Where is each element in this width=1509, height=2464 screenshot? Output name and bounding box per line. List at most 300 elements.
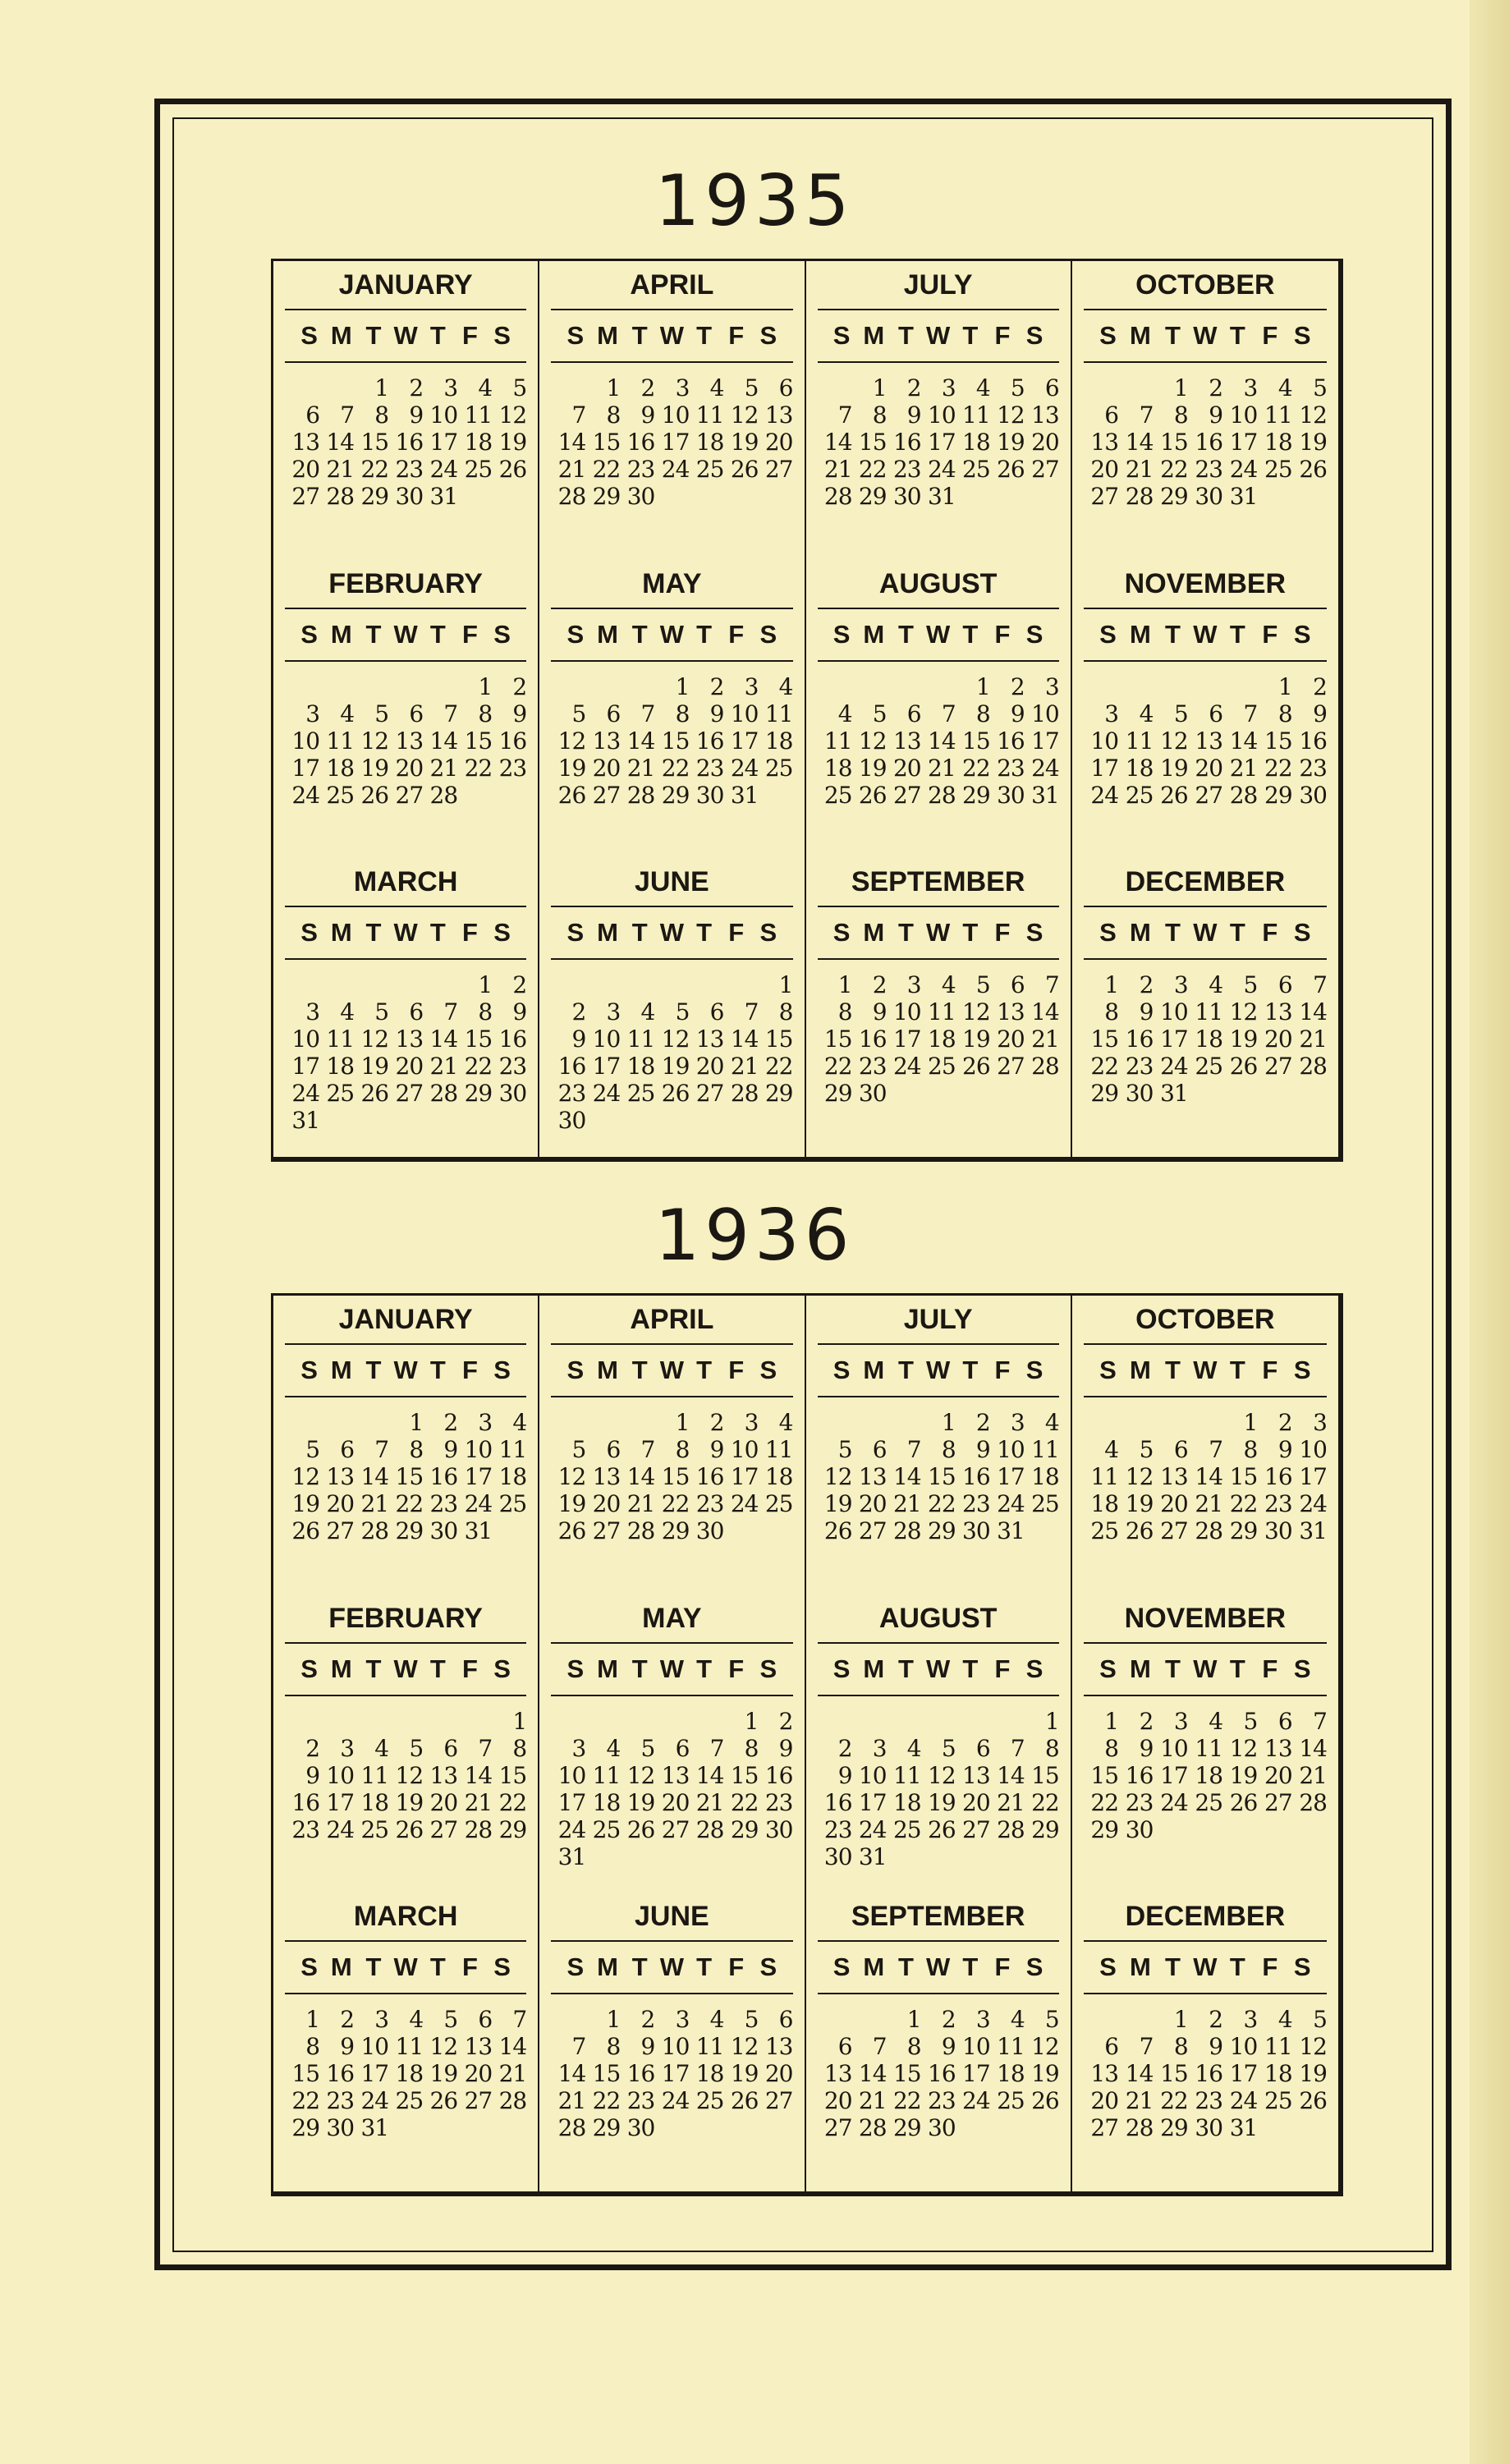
day-grid	[1080, 374, 1330, 510]
day-number: 12	[498, 401, 527, 429]
day-number: 28	[695, 1815, 724, 1843]
weekday-label: S	[1099, 619, 1117, 649]
day-number: 13	[764, 2033, 793, 2061]
day-number: 13	[962, 1761, 990, 1789]
day-number: 30	[1195, 483, 1223, 510]
day-grid	[814, 971, 1062, 1107]
day-number: 18	[695, 429, 724, 456]
day-number: 3	[906, 971, 921, 999]
weekday-label: M	[863, 321, 885, 350]
day-number: 27	[1264, 1053, 1292, 1081]
day-number: 28	[464, 1815, 493, 1843]
day-number: 20	[1031, 429, 1059, 456]
weekday-label: T	[631, 918, 648, 948]
weekday-label: T	[1229, 918, 1245, 948]
day-number: 3	[305, 998, 320, 1026]
day-number: 2	[941, 2006, 956, 2034]
day-number: 19	[1160, 754, 1188, 782]
day-number: 23	[1195, 2087, 1223, 2115]
day-number: 26	[1229, 1788, 1258, 1816]
day-number: 5	[1173, 700, 1188, 727]
day-number: 8	[778, 998, 793, 1026]
day-number: 17	[1229, 2060, 1258, 2088]
day-number: 9	[872, 998, 887, 1026]
day-number: 7	[1243, 700, 1258, 727]
day-number: 29	[1264, 781, 1292, 809]
month-name: MAY	[551, 560, 792, 609]
month-name: MAY	[551, 1594, 792, 1644]
weekday-label: W	[659, 1356, 684, 1384]
day-number: 22	[1031, 1788, 1059, 1816]
weekday-label: T	[429, 1654, 446, 1683]
day-number: 19	[962, 1026, 990, 1053]
day-number: 8	[512, 1734, 527, 1762]
day-number: 6	[872, 1436, 887, 1463]
day-number: 30	[695, 781, 724, 809]
day-number: 10	[962, 2033, 990, 2061]
day-number: 5	[872, 700, 887, 727]
day-number: 24	[592, 1080, 621, 1108]
day-number: 5	[512, 374, 527, 401]
day-number: 5	[975, 971, 990, 999]
day-number: 27	[858, 1517, 887, 1544]
day-number: 7	[1010, 1734, 1025, 1762]
day-number: 24	[997, 1490, 1025, 1517]
weekday-label: S	[759, 321, 777, 350]
day-number: 21	[1125, 456, 1154, 483]
day-number: 11	[626, 1026, 655, 1053]
weekday-label: T	[897, 1654, 914, 1683]
day-number: 16	[695, 1463, 724, 1490]
day-number: 11	[892, 1761, 921, 1789]
day-number: 4	[975, 374, 990, 401]
day-number: 23	[997, 754, 1025, 782]
day-number: 9	[409, 401, 424, 429]
day-number: 9	[1209, 401, 1223, 429]
weekday-label: W	[925, 321, 951, 350]
day-number: 18	[360, 1788, 389, 1816]
day-number: 14	[498, 2033, 527, 2061]
weekday-label: T	[1164, 918, 1181, 948]
month-name: OCTOBER	[1084, 1296, 1327, 1345]
month-name: OCTOBER	[1084, 261, 1327, 310]
day-number: 13	[1090, 2060, 1119, 2088]
day-number: 11	[395, 2033, 424, 2061]
weekday-label: F	[1262, 918, 1278, 948]
day-number: 8	[675, 1436, 690, 1463]
day-number: 22	[1264, 754, 1292, 782]
weekday-label: S	[493, 1952, 511, 1982]
weekday-label: W	[659, 1952, 684, 1982]
weekday-label: S	[759, 1356, 777, 1384]
weekday-header	[818, 609, 1059, 662]
day-number: 11	[1195, 998, 1223, 1026]
weekday-label: T	[897, 321, 914, 350]
day-number: 14	[730, 1026, 759, 1053]
day-number: 24	[1229, 456, 1258, 483]
weekday-label: T	[696, 1654, 713, 1683]
weekday-label: T	[897, 1356, 914, 1384]
day-number: 2	[1209, 374, 1223, 401]
day-number: 4	[837, 700, 852, 727]
day-number: 22	[464, 754, 493, 782]
day-number: 10	[429, 401, 458, 429]
day-number: 20	[464, 2060, 493, 2088]
day-grid	[814, 673, 1062, 809]
day-number: 11	[1264, 401, 1292, 429]
day-number: 29	[661, 781, 690, 809]
day-number: 7	[872, 2033, 887, 2061]
day-number: 30	[557, 1107, 586, 1135]
day-number: 23	[695, 754, 724, 782]
day-number: 27	[592, 1517, 621, 1544]
day-number: 12	[1160, 727, 1188, 755]
weekday-header	[1084, 1942, 1327, 1994]
day-number: 16	[858, 1026, 887, 1053]
day-number: 1	[1173, 2006, 1188, 2034]
weekday-label: M	[330, 321, 352, 350]
weekday-label: S	[1293, 918, 1311, 948]
day-number: 25	[326, 1080, 355, 1108]
day-number: 12	[1125, 1463, 1154, 1490]
day-number: 23	[858, 1053, 887, 1081]
day-number: 8	[478, 998, 493, 1026]
day-number: 22	[962, 754, 990, 782]
day-number: 20	[1090, 2087, 1119, 2115]
month-september-1935	[806, 858, 1072, 1157]
day-number: 9	[1209, 2033, 1223, 2061]
weekday-label: M	[1130, 1952, 1151, 1982]
day-number: 21	[823, 456, 852, 483]
day-grid	[282, 1708, 530, 1843]
day-number: 21	[464, 1788, 493, 1816]
weekday-header	[1084, 310, 1327, 363]
day-number: 15	[395, 1463, 424, 1490]
day-number: 15	[592, 429, 621, 456]
day-number: 16	[695, 727, 724, 755]
weekday-label: S	[1025, 1356, 1043, 1384]
weekday-label: M	[863, 1952, 885, 1982]
month-name: FEBRUARY	[285, 560, 526, 609]
weekday-label: T	[1229, 619, 1245, 649]
day-number: 10	[730, 700, 759, 727]
day-number: 6	[305, 401, 320, 429]
day-number: 26	[928, 1815, 956, 1843]
day-number: 22	[592, 2087, 621, 2115]
day-number: 17	[557, 1788, 586, 1816]
day-number: 12	[429, 2033, 458, 2061]
day-grid	[548, 2006, 796, 2141]
day-number: 29	[892, 2114, 921, 2142]
weekday-label: F	[728, 1952, 745, 1982]
day-number: 18	[764, 1463, 793, 1490]
day-number: 13	[395, 727, 424, 755]
day-number: 4	[709, 374, 724, 401]
day-number: 4	[709, 2006, 724, 2034]
day-number: 17	[1160, 1761, 1188, 1789]
day-number: 19	[858, 754, 887, 782]
day-number: 7	[1313, 1707, 1327, 1735]
weekday-header	[285, 907, 526, 960]
day-number: 24	[1031, 754, 1059, 782]
day-number: 15	[1229, 1463, 1258, 1490]
day-number: 9	[640, 2033, 655, 2061]
day-number: 14	[557, 429, 586, 456]
day-number: 6	[975, 1734, 990, 1762]
day-number: 12	[730, 401, 759, 429]
weekday-label: T	[1164, 1654, 1181, 1683]
day-number: 11	[360, 1761, 389, 1789]
day-number: 2	[778, 1707, 793, 1735]
day-number: 26	[1299, 2087, 1327, 2115]
day-number: 15	[858, 429, 887, 456]
day-number: 26	[395, 1815, 424, 1843]
day-number: 5	[1243, 971, 1258, 999]
day-number: 1	[1104, 971, 1119, 999]
day-number: 11	[1031, 1436, 1059, 1463]
weekday-label: T	[1229, 1654, 1245, 1683]
day-number: 17	[858, 1788, 887, 1816]
weekday-label: T	[962, 321, 979, 350]
day-number: 23	[1125, 1788, 1154, 1816]
day-number: 17	[892, 1026, 921, 1053]
day-number: 31	[1031, 781, 1059, 809]
day-number: 7	[1044, 971, 1059, 999]
weekday-header	[551, 907, 792, 960]
day-number: 25	[464, 456, 493, 483]
day-number: 4	[941, 971, 956, 999]
day-number: 16	[626, 2060, 655, 2088]
weekday-label: T	[696, 1356, 713, 1384]
day-number: 25	[928, 1053, 956, 1081]
day-number: 19	[360, 1053, 389, 1081]
day-number: 9	[443, 1436, 458, 1463]
weekday-label: M	[1130, 321, 1151, 350]
day-number: 24	[557, 1815, 586, 1843]
weekday-header	[551, 609, 792, 662]
day-number: 12	[291, 1463, 320, 1490]
day-number: 5	[1139, 1436, 1154, 1463]
day-number: 28	[892, 1517, 921, 1544]
day-number: 1	[975, 672, 990, 700]
day-number: 20	[962, 1788, 990, 1816]
day-number: 12	[997, 401, 1025, 429]
day-number: 11	[695, 2033, 724, 2061]
day-number: 16	[1125, 1761, 1154, 1789]
day-number: 17	[291, 1053, 320, 1081]
day-number: 1	[606, 2006, 621, 2034]
weekday-header	[818, 310, 1059, 363]
day-number: 29	[1229, 1517, 1258, 1544]
day-number: 27	[395, 1080, 424, 1108]
day-number: 19	[626, 1788, 655, 1816]
day-number: 17	[661, 429, 690, 456]
weekday-label: S	[832, 918, 851, 948]
day-number: 17	[592, 1053, 621, 1081]
day-number: 15	[1160, 429, 1188, 456]
day-number: 3	[1104, 700, 1119, 727]
day-number: 25	[592, 1815, 621, 1843]
weekday-header	[1084, 1345, 1327, 1397]
day-number: 3	[374, 2006, 389, 2034]
day-number: 14	[1125, 429, 1154, 456]
day-number: 27	[291, 483, 320, 510]
weekday-label: M	[863, 619, 885, 649]
weekday-label: F	[462, 321, 478, 350]
day-number: 23	[429, 1490, 458, 1517]
day-number: 9	[1139, 998, 1154, 1026]
month-may-1935	[539, 560, 805, 859]
day-number: 30	[962, 1517, 990, 1544]
day-number: 17	[661, 2060, 690, 2088]
weekday-label: W	[659, 1654, 684, 1683]
day-number: 4	[1277, 2006, 1292, 2034]
day-number: 12	[360, 1026, 389, 1053]
day-number: 19	[557, 754, 586, 782]
day-number: 15	[962, 727, 990, 755]
day-number: 10	[1160, 998, 1188, 1026]
day-number: 10	[326, 1761, 355, 1789]
day-number: 2	[443, 1409, 458, 1436]
day-number: 16	[823, 1788, 852, 1816]
day-number: 28	[928, 781, 956, 809]
day-number: 31	[997, 1517, 1025, 1544]
weekday-label: M	[597, 619, 618, 649]
day-number: 4	[1209, 971, 1223, 999]
day-number: 23	[557, 1080, 586, 1108]
day-number: 16	[1195, 2060, 1223, 2088]
day-number: 18	[498, 1463, 527, 1490]
weekday-header	[285, 1942, 526, 1994]
weekday-label: F	[462, 1654, 478, 1683]
day-number: 25	[326, 781, 355, 809]
day-number: 9	[512, 998, 527, 1026]
weekday-label: S	[300, 321, 318, 350]
day-number: 5	[374, 998, 389, 1026]
weekday-label: S	[300, 619, 318, 649]
day-number: 16	[1299, 727, 1327, 755]
day-number: 21	[1125, 2087, 1154, 2115]
month-name: NOVEMBER	[1084, 560, 1327, 609]
day-number: 1	[1277, 672, 1292, 700]
day-number: 31	[1229, 483, 1258, 510]
weekday-label: S	[1025, 1952, 1043, 1982]
day-number: 27	[429, 1815, 458, 1843]
weekday-label: S	[1025, 619, 1043, 649]
weekday-label: F	[728, 619, 745, 649]
day-number: 23	[1264, 1490, 1292, 1517]
day-number: 9	[709, 700, 724, 727]
day-number: 8	[409, 1436, 424, 1463]
weekday-label: W	[925, 1952, 951, 1982]
day-number: 23	[395, 456, 424, 483]
day-number: 23	[1299, 754, 1327, 782]
day-number: 24	[1090, 781, 1119, 809]
day-number: 29	[395, 1517, 424, 1544]
day-number: 23	[291, 1815, 320, 1843]
day-number: 29	[592, 483, 621, 510]
day-number: 7	[709, 1734, 724, 1762]
day-number: 25	[1264, 2087, 1292, 2115]
weekday-label: T	[897, 918, 914, 948]
day-number: 9	[1277, 1436, 1292, 1463]
day-number: 29	[1090, 1080, 1119, 1108]
month-name: JANUARY	[285, 261, 526, 310]
day-number: 6	[675, 1734, 690, 1762]
day-number: 20	[395, 1053, 424, 1081]
weekday-header	[1084, 1644, 1327, 1696]
day-number: 26	[626, 1815, 655, 1843]
day-number: 8	[606, 2033, 621, 2061]
weekday-header	[818, 907, 1059, 960]
weekday-label: S	[1293, 1654, 1311, 1683]
day-number: 11	[764, 1436, 793, 1463]
day-number: 6	[778, 374, 793, 401]
month-december-1935	[1072, 858, 1338, 1157]
day-number: 31	[928, 483, 956, 510]
day-number: 24	[291, 781, 320, 809]
weekday-label: S	[1293, 1356, 1311, 1384]
day-number: 14	[997, 1761, 1025, 1789]
day-number: 13	[858, 1463, 887, 1490]
weekday-label: S	[1099, 1952, 1117, 1982]
day-number: 27	[661, 1815, 690, 1843]
day-number: 15	[928, 1463, 956, 1490]
day-number: 30	[1195, 2114, 1223, 2142]
day-grid	[282, 971, 530, 1134]
month-october-1936	[1072, 1296, 1338, 1594]
day-number: 10	[291, 1026, 320, 1053]
weekday-label: M	[1130, 918, 1151, 948]
day-number: 14	[928, 727, 956, 755]
day-number: 29	[823, 1080, 852, 1108]
day-number: 18	[326, 754, 355, 782]
weekday-header	[1084, 609, 1327, 662]
day-number: 10	[928, 401, 956, 429]
weekday-label: T	[631, 321, 648, 350]
day-number: 17	[326, 1788, 355, 1816]
day-number: 28	[557, 483, 586, 510]
day-number: 17	[928, 429, 956, 456]
day-number: 20	[1195, 754, 1223, 782]
day-number: 24	[892, 1053, 921, 1081]
day-number: 8	[837, 998, 852, 1026]
day-number: 3	[1243, 2006, 1258, 2034]
day-number: 9	[305, 1761, 320, 1789]
day-number: 19	[557, 1490, 586, 1517]
day-number: 8	[1104, 998, 1119, 1026]
weekday-label: T	[696, 321, 713, 350]
day-number: 4	[778, 1409, 793, 1436]
day-number: 7	[640, 1436, 655, 1463]
day-number: 3	[1173, 1707, 1188, 1735]
weekday-label: S	[566, 1356, 585, 1384]
weekday-label: W	[925, 918, 951, 948]
weekday-header	[1084, 907, 1327, 960]
day-number: 27	[1090, 2114, 1119, 2142]
day-number: 12	[661, 1026, 690, 1053]
day-number: 21	[429, 1053, 458, 1081]
day-number: 21	[1299, 1026, 1327, 1053]
day-number: 22	[1229, 1490, 1258, 1517]
day-number: 12	[360, 727, 389, 755]
day-number: 5	[640, 1734, 655, 1762]
day-number: 3	[975, 2006, 990, 2034]
month-february-1935	[273, 560, 539, 859]
day-number: 31	[429, 483, 458, 510]
day-number: 25	[1195, 1053, 1223, 1081]
day-number: 19	[1031, 2060, 1059, 2088]
